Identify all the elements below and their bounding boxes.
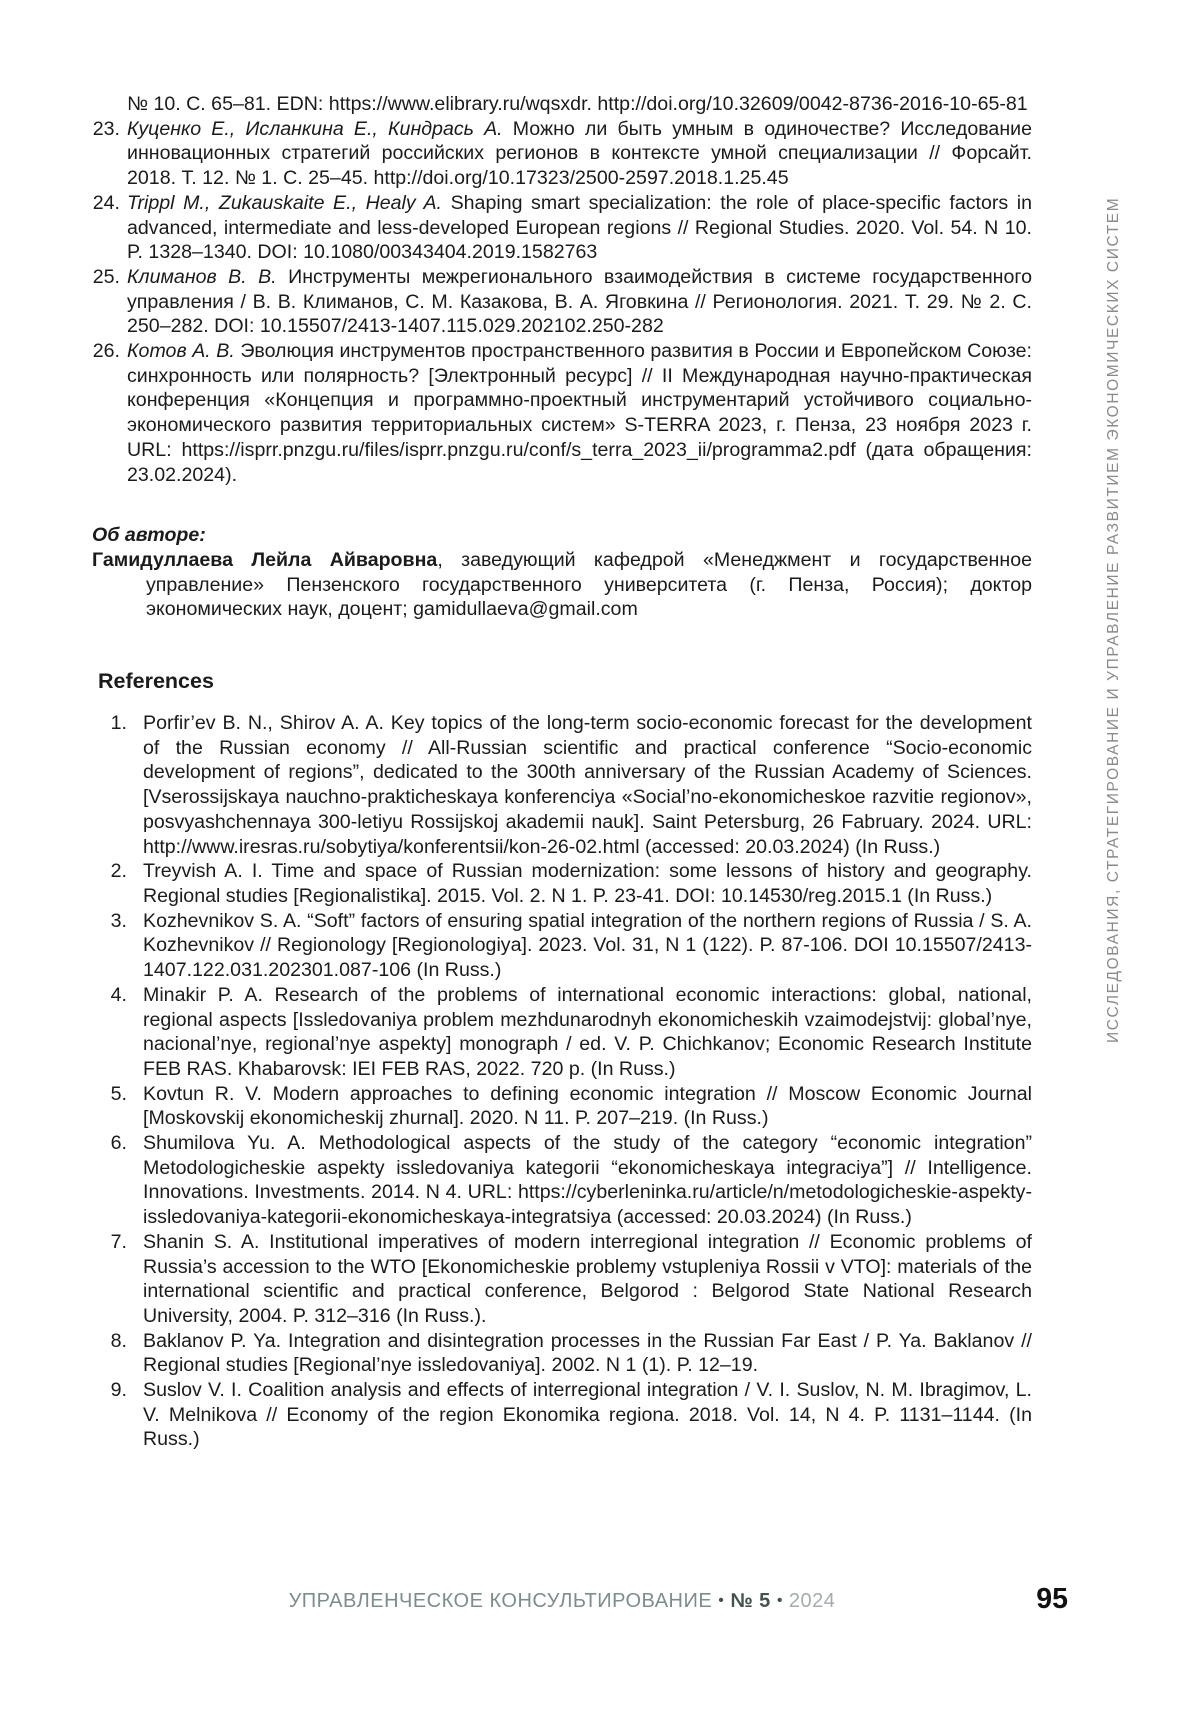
reference-text: Инструменты межрегионального взаимодействия в системе государственного управления / В. В. Климанов, С. М. Казакова, В. А. Яговкина // Регионология. 2021. Т. 29. № 2. С. 250–282. DOI: 10.15507/2413-1407.115.029.202102.250-282 [127,265,1032,338]
reference-item [92,339,1032,487]
reference-item [92,859,1032,908]
author-details: , заведующий кафедрой «Менеджмент и государственное управление» Пензенского государственного университета (г. Пенза, Россия); доктор экономических наук, доцент; gamidullaeva@gmail.com [146,548,1032,621]
issue-number: № 5 [730,1590,771,1612]
reference-text: Shaping smart specialization: the role of place-specific factors in advanced, intermediate and less-developed European regions // Regional Studies. 2020. Vol. 54. N 10. P. 1328–1340. DOI: 10.1080/00343404.2019.1582763 [127,191,1032,264]
reference-item [92,1329,1032,1378]
reference-number: 25. [92,265,120,288]
reference-number: 4. [110,983,127,1006]
reference-continuation: № 10. С. 65–81. EDN: https://www.elibrary.ru/wqsxdr. http://doi.org/10.32609/0042-8736-2016-10-65-81 [127,93,1028,115]
reference-number: 9. [110,1379,127,1402]
reference-item [92,1378,1032,1452]
reference-item [92,265,1032,339]
reference-authors: Котов А. В. [127,340,235,363]
references-heading: References [98,669,214,694]
reference-number: 5. [110,1082,127,1105]
page-content [92,92,1032,1452]
reference-number: 1. [110,712,127,735]
reference-item [92,1131,1032,1230]
reference-item [92,1230,1032,1329]
reference-text: Porfir’ev B. N., Shirov A. A. Key topics of the long-term socio-economic forecast for the development of the Russian economy // All-Russian scientific and practical conference “Socio-economic development of regions”, dedicated to the 300th anniversary of the Russian Academy of Sciences. [Vserossijskaya nauchno-prakticheskaya konferenciya «Social’no-ekonomicheskoe razvitie regionov», posvyashchennaya 300-letiyu Rossijskoj akademii nauk]. Saint Petersburg, 26 Fabruary. 2024. URL: http://www.iresras.ru/sobytiya/konferentsii/kon-26-02.html (accessed: 20.03.2024) (In Russ.) [143,712,1032,858]
reference-authors: Куценко Е., Исланкина Е., Киндрась А. [127,117,503,140]
reference-authors: Trippl M., Zukauskaite E., Healy A. [127,191,443,214]
reference-item [92,117,1032,191]
issue-year: 2024 [788,1590,836,1612]
page-number: 95 [1036,1583,1068,1615]
reference-item [92,1082,1032,1131]
russian-reference-list [92,117,1032,488]
footer-bullet-icon: • [776,1592,783,1609]
reference-item [92,711,1032,859]
about-author-entry [92,548,1032,622]
reference-text: Treyvish A. I. Time and space of Russian modernization: some lessons of history and geography. Regional studies [Regionalistika]. 2015. Vol. 2. N 1. P. 23-41. DOI: 10.14530/reg.2015.1 (In Russ.) [143,860,1032,907]
reference-number: 8. [110,1329,127,1352]
reference-text: Kovtun R. V. Modern approaches to defining economic integration // Moscow Economic Journal [Moskovskij ekonomicheskij zhurnal]. 2020. N 11. P. 207–219. (In Russ.) [143,1082,1032,1130]
reference-item [92,983,1032,1082]
reference-text: Эволюция инструментов пространственного развития в России и Европейском Союзе: синхронность или полярность? [Электронный ресурс] // II Международная научно-практическая конференция «Концепция и программно-проектный инструментарий устойчивого социально-экономического развития территориальных систем» S-TERRA 2023, г. Пенза, 23 ноября 2023 г. URL: https://isprr.pnzgu.ru/files/isprr.pnzgu.ru/conf/s_terra_2023_ii/programma2.pdf (дата обращения: 23.02.2024). [127,340,1032,486]
reference-item [92,191,1032,265]
reference-text: Можно ли быть умным в одиночестве? Исследование инновационных стратегий российских регионов в контексте умной специализации // Форсайт. 2018. Т. 12. № 1. С. 25–45. http://doi.org/10.17323/2500-2597.2018.1.25.45 [127,117,1032,190]
reference-number: 24. [92,191,120,214]
reference-authors: Климанов В. В. [127,265,277,288]
reference-number: 23. [92,117,120,140]
reference-text: Kozhevnikov S. A. “Soft” factors of ensuring spatial integration of the northern regions of Russia / S. A. Kozhevnikov // Regionology [Regionologiya]. 2023. Vol. 31, N 1 (122). P. 87-106. DOI 10.15507/2413-1407.122.031.202301.087-106 (In Russ.) [143,909,1032,982]
reference-text: Baklanov P. Ya. Integration and disintegration processes in the Russian Far East / P. Ya. Baklanov // Regional studies [Regional’nye issledovaniya]. 2002. N 1 (1). P. 12–19. [143,1329,1032,1377]
footer-journal-line [92,1590,1032,1613]
reference-text: Shanin S. A. Institutional imperatives of modern interregional integration // Economic problems of Russia’s accession to the WTO [Ekonomicheskie problemy vstupleniya Rossii v VTO]: materials of the international scientific and practical conference, Belgorod : Belgorod State National Research University, 2004. P. 312–316 (In Russ.). [143,1230,1032,1327]
section-title-vertical: ИССЛЕДОВАНИЯ, СТРАТЕГИРОВАНИЕ И УПРАВЛЕНИЕ РАЗВИТИЕМ ЭКОНОМИЧЕСКИХ СИСТЕМ [1105,196,1122,1043]
reference-number: 26. [92,340,120,363]
reference-text: Minakir P. A. Research of the problems of international economic interactions: global, national, regional aspects [Issledovaniya problem mezhdunarodnyh ekonomicheskih vzaimodejstvij: global’nye, nacional’nye, regional’nye aspekty] monograph / ed. V. P. Chichkanov; Economic Research Institute FEB RAS. Khabarovsk: IEI FEB RAS, 2022. 720 p. (In Russ.) [143,983,1032,1080]
reference-item [92,909,1032,983]
footer-bullet-icon: • [718,1592,725,1609]
reference-number: 2. [110,860,127,883]
reference-number: 6. [110,1132,127,1155]
english-reference-list [92,711,1032,1452]
reference-text: Shumilova Yu. A. Methodological aspects of the study of the category “economic integration” Metodologicheskie aspekty issledovaniya kategorii “ekonomicheskaya integraciya”] // Intelligence. Innovations. Investments. 2014. N 4. URL: https://cyberleninka.ru/article/n/metodologicheskie-aspekty-issledovaniya-kategorii-ekonomicheskaya-integratsiya (accessed: 20.03.2024) (In Russ.) [143,1132,1032,1229]
about-author-heading: Об авторе: [92,524,206,547]
reference-number: 3. [110,909,127,932]
reference-text: Suslov V. I. Coalition analysis and effects of interregional integration / V. I. Suslov, N. M. Ibragimov, L. V. Melnikova // Economy of the region Ekonomika regiona. 2018. Vol. 14, N 4. P. 1131–1144. (In Russ.) [143,1379,1032,1451]
journal-title: УПРАВЛЕНЧЕСКОЕ КОНСУЛЬТИРОВАНИЕ [288,1590,713,1612]
author-name: Гамидуллаева Лейла Айваровна [92,548,438,571]
reference-number: 7. [110,1230,127,1253]
